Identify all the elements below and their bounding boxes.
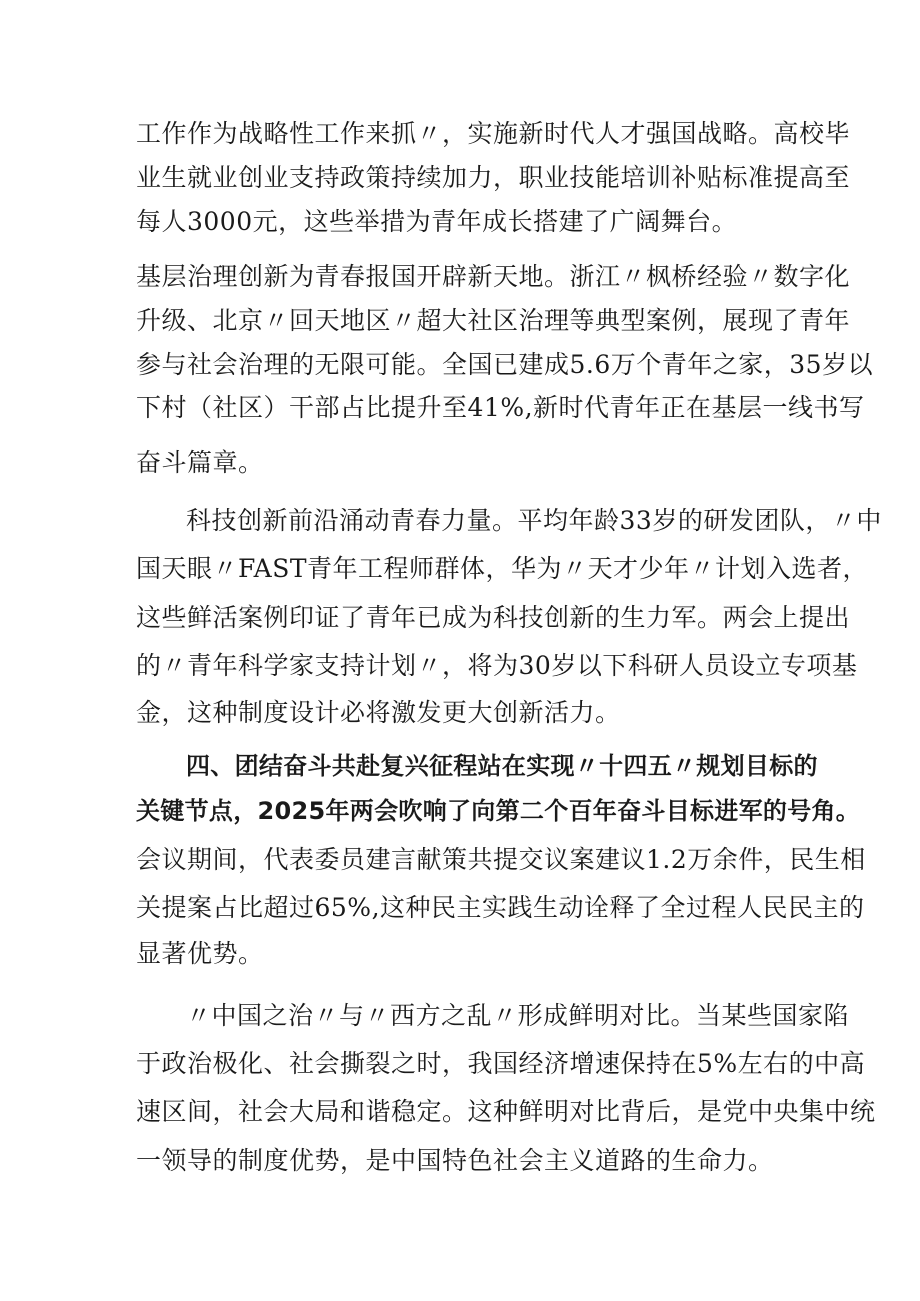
- text-line-22: 一领导的制度优势，是中国特色社会主义道路的生命力。: [136, 1146, 774, 1175]
- text-line-1: 工作作为战略性工作来抓〃，实施新时代人才强国战略。高校毕: [136, 119, 851, 148]
- text-line-16: 会议期间，代表委员建言献策共提交议案建议1.2万余件，民生相: [136, 845, 866, 874]
- text-line-10: 国天眼〃FAST青年工程师群体，华为〃天才少年〃计划入选者，: [136, 554, 869, 583]
- text-line-3: 每人3000元，这些举措为青年成长搭建了广阔舞台。: [136, 207, 738, 236]
- text-line-6: 参与社会治理的无限可能。全国已建成5.6万个青年之家，35岁以: [136, 350, 874, 379]
- text-line-13: 金，这种制度设计必将激发更大创新活力。: [136, 698, 621, 727]
- text-line-18: 显著优势。: [136, 939, 264, 968]
- text-line-11: 这些鲜活案例印证了青年已成为科技创新的生力军。两会上提出: [136, 603, 851, 632]
- section-heading-line-2: 关键节点，2025年两会吹响了向第二个百年奋斗目标进军的号角。: [136, 797, 861, 825]
- text-line-2: 业生就业创业支持政策持续加力，职业技能培训补贴标准提高至: [136, 163, 851, 192]
- text-line-17: 关提案占比超过65%,这种民主实践生动诠释了全过程人民民主的: [136, 893, 865, 922]
- text-line-21: 速区间，社会大局和谐稳定。这种鲜明对比背后，是党中央集中统: [136, 1097, 876, 1126]
- text-line-7: 下村（社区）干部占比提升至41%,新时代青年正在基层一线书写: [136, 393, 865, 422]
- section-heading-line-1: 四、团结奋斗共赴复兴征程站在实现〃十四五〃规划目标的: [186, 752, 818, 780]
- text-line-19: 〃中国之治〃与〃西方之乱〃形成鲜明对比。当某些国家陷: [186, 1001, 850, 1030]
- text-line-9: 科技创新前沿涌动青春力量。平均年龄33岁的研发团队，〃中: [186, 506, 882, 535]
- text-line-4: 基层治理创新为青春报国开辟新天地。浙江〃枫桥经验〃数字化: [136, 262, 851, 291]
- text-line-20: 于政治极化、社会撕裂之时，我国经济增速保持在5%左右的中高: [136, 1049, 866, 1078]
- text-line-5: 升级、北京〃回天地区〃超大社区治理等典型案例，展现了青年: [136, 306, 851, 335]
- text-line-12: 的〃青年科学家支持计划〃，将为30岁以下科研人员设立专项基: [136, 651, 858, 680]
- text-line-8: 奋斗篇章。: [136, 448, 264, 477]
